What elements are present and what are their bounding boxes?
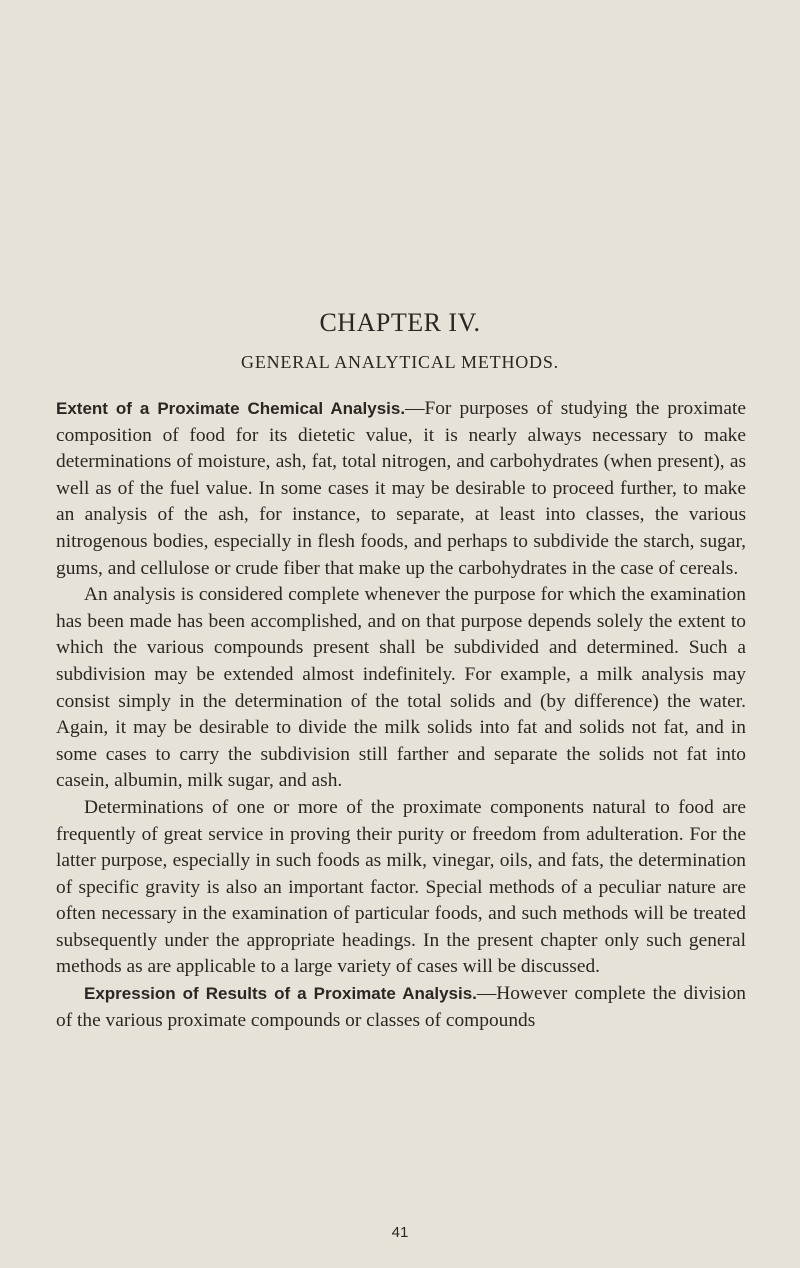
paragraph-text: —For purposes of studying the proximate composition of food for its dietetic value, it is nearly always necessary to make determinations of moisture, ash, fat, total nitrogen, and carbohydrates (when present), as well as of the fuel value. In some cases it may be desirable to proceed further, to make an analysis of the ash, for instance, to separate, at least into classes, the various nitrogenous bodies, especially in flesh foods, and perhaps to subdivide the starch, sugar, gums, and cellulose or crude fiber that make up the carbohydrates in the case of cereals.: [56, 398, 746, 579]
section-heading-expression: Expression of Results of a Proximate Analysis.: [84, 984, 477, 1004]
chapter-subtitle: GENERAL ANALYTICAL METHODS.: [241, 352, 559, 372]
section-1-paragraph-3: Determinations of one or more of the proximate components natural to food are frequently of great service in proving their purity or freedom from adulteration. For the latter purpose, especially in such foods as milk, vinegar, oils, and fats, the determination of specific gravity is also an important factor. Special methods of a peculiar nature are often necessary in the examination of particular foods, and such methods will be treated subsequently under the appropriate headings. In the present chapter only such general methods as are applicable to a large variety of cases will be discussed.: [56, 796, 746, 978]
chapter-title: CHAPTER IV.: [319, 308, 481, 337]
paragraph-text: —However complete the division of the various proximate compounds or classes of compounds: [56, 983, 746, 1031]
section-heading-extent: Extent of a Proximate Chemical Analysis.: [56, 399, 406, 418]
section-1-paragraph-2: An analysis is considered complete whenever the purpose for which the examination has been made has been accomplished, and on that purpose depends solely the extent to which the various compounds present shall be subdivided and determined. Such a subdivision may be extended almost indefinitely. For example, a milk analysis may consist simply in the determination of the total solids and (by difference) the water. Again, it may be desirable to divide the milk solids into fat and solids not fat, and in some cases to carry the subdivision still farther and separate the solids not fat into casein, albumin, milk sugar, and ash.: [56, 584, 746, 792]
section-2-paragraph-1: [56, 981, 746, 1034]
section-1-paragraph-1: [56, 396, 746, 582]
page-number: 41: [391, 1224, 409, 1241]
body-text: [56, 396, 746, 1034]
